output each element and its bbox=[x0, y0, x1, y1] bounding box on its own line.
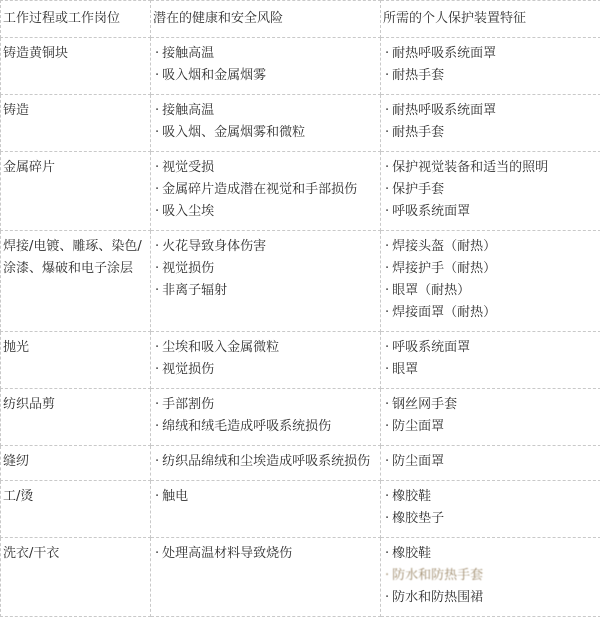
bullet-icon: · bbox=[383, 337, 392, 359]
ppe-item bbox=[383, 122, 596, 144]
ppe-item bbox=[383, 157, 596, 179]
risk-item bbox=[153, 280, 376, 302]
bullet-icon: · bbox=[383, 508, 392, 530]
ppe-item-label: 焊接头盔（耐热） bbox=[392, 239, 496, 254]
risks-cell bbox=[151, 332, 381, 389]
process-cell: 抛光 bbox=[1, 332, 151, 389]
ppe-cell bbox=[381, 95, 600, 152]
ppe-item-label: 焊接护手（耐热） bbox=[392, 261, 496, 276]
ppe-item bbox=[383, 508, 596, 530]
ppe-item-label: 防水和防热手套 bbox=[392, 568, 483, 583]
risk-item-label: 吸入烟、金属烟雾和微粒 bbox=[162, 125, 305, 140]
bullet-icon: · bbox=[153, 100, 162, 122]
bullet-icon: · bbox=[383, 122, 392, 144]
risk-item bbox=[153, 486, 376, 508]
ppe-item-label: 耐热呼吸系统面罩 bbox=[392, 103, 496, 118]
ppe-cell bbox=[381, 332, 600, 389]
ppe-item bbox=[383, 359, 596, 381]
ppe-item bbox=[383, 65, 596, 87]
process-cell: 纺织品剪 bbox=[1, 389, 151, 446]
bullet-icon: · bbox=[383, 179, 392, 201]
risk-item bbox=[153, 394, 376, 416]
bullet-icon: · bbox=[383, 65, 392, 87]
risk-item bbox=[153, 451, 376, 473]
bullet-icon: · bbox=[153, 486, 162, 508]
ppe-item-label: 耐热手套 bbox=[392, 68, 444, 83]
table-body bbox=[1, 38, 600, 617]
header-row bbox=[1, 1, 600, 38]
risk-item bbox=[153, 100, 376, 122]
ppe-item-label: 焊接面罩（耐热） bbox=[392, 305, 496, 320]
process-cell: 洗衣/干衣 bbox=[1, 538, 151, 617]
ppe-item bbox=[383, 543, 596, 565]
bullet-icon: · bbox=[383, 302, 392, 324]
risks-cell bbox=[151, 481, 381, 538]
risk-item bbox=[153, 337, 376, 359]
ppe-item-label: 防尘面罩 bbox=[392, 454, 444, 469]
risks-cell bbox=[151, 152, 381, 231]
ppe-item-label: 橡胶垫子 bbox=[392, 511, 444, 526]
ppe-item bbox=[383, 565, 596, 587]
bullet-icon: · bbox=[383, 359, 392, 381]
ppe-item bbox=[383, 451, 596, 473]
bullet-icon: · bbox=[383, 157, 392, 179]
ppe-item-label: 保护视觉装备和适当的照明 bbox=[392, 160, 548, 175]
table-row bbox=[1, 38, 600, 95]
risk-item-label: 手部割伤 bbox=[162, 397, 214, 412]
risk-item-label: 纺织品绵绒和尘埃造成呼吸系统损伤 bbox=[162, 454, 370, 469]
column-header-process: 工作过程或工作岗位 bbox=[1, 1, 151, 38]
process-cell: 铸造黄铜块 bbox=[1, 38, 151, 95]
risks-cell bbox=[151, 231, 381, 332]
risk-item bbox=[153, 157, 376, 179]
table-header bbox=[1, 1, 600, 38]
risk-item bbox=[153, 258, 376, 280]
bullet-icon: · bbox=[383, 394, 392, 416]
process-cell: 焊接/电镀、雕琢、染色/涂漆、爆破和电子涂层 bbox=[1, 231, 151, 332]
ppe-item bbox=[383, 302, 596, 324]
table-row bbox=[1, 152, 600, 231]
table-row bbox=[1, 446, 600, 481]
bullet-icon: · bbox=[153, 122, 162, 144]
process-cell: 缝纫 bbox=[1, 446, 151, 481]
ppe-item-label: 眼罩（耐热） bbox=[392, 283, 470, 298]
risk-item-label: 接触高温 bbox=[162, 46, 214, 61]
risk-item bbox=[153, 236, 376, 258]
ppe-item-label: 保护手套 bbox=[392, 182, 444, 197]
bullet-icon: · bbox=[153, 157, 162, 179]
bullet-icon: · bbox=[383, 543, 392, 565]
risk-item-label: 火花导致身体伤害 bbox=[162, 239, 266, 254]
ppe-item-label: 橡胶鞋 bbox=[392, 546, 431, 561]
ppe-item-label: 眼罩 bbox=[392, 362, 418, 377]
ppe-item-label: 橡胶鞋 bbox=[392, 489, 431, 504]
ppe-cell bbox=[381, 152, 600, 231]
ppe-item bbox=[383, 587, 596, 609]
risk-item-label: 视觉损伤 bbox=[162, 362, 214, 377]
process-cell: 金属碎片 bbox=[1, 152, 151, 231]
ppe-item bbox=[383, 337, 596, 359]
bullet-icon: · bbox=[153, 543, 162, 565]
bullet-icon: · bbox=[383, 587, 392, 609]
table-row bbox=[1, 538, 600, 617]
table-row bbox=[1, 481, 600, 538]
risk-item bbox=[153, 179, 376, 201]
table-row bbox=[1, 389, 600, 446]
risk-item bbox=[153, 416, 376, 438]
bullet-icon: · bbox=[383, 100, 392, 122]
bullet-icon: · bbox=[153, 280, 162, 302]
bullet-icon: · bbox=[383, 201, 392, 223]
risk-item-label: 吸入尘埃 bbox=[162, 204, 214, 219]
risks-cell bbox=[151, 38, 381, 95]
ppe-item bbox=[383, 258, 596, 280]
bullet-icon: · bbox=[153, 201, 162, 223]
ppe-item-label: 呼吸系统面罩 bbox=[392, 340, 470, 355]
risks-cell bbox=[151, 389, 381, 446]
risk-item bbox=[153, 359, 376, 381]
column-header-risks: 潜在的健康和安全风险 bbox=[151, 1, 381, 38]
risk-item-label: 视觉损伤 bbox=[162, 261, 214, 276]
bullet-icon: · bbox=[153, 43, 162, 65]
bullet-icon: · bbox=[383, 280, 392, 302]
ppe-item bbox=[383, 280, 596, 302]
ppe-item bbox=[383, 43, 596, 65]
risk-item bbox=[153, 122, 376, 144]
bullet-icon: · bbox=[153, 359, 162, 381]
process-cell: 工/烫 bbox=[1, 481, 151, 538]
table-row bbox=[1, 332, 600, 389]
risk-item bbox=[153, 543, 376, 565]
bullet-icon: · bbox=[383, 236, 392, 258]
ppe-item-label: 钢丝网手套 bbox=[392, 397, 457, 412]
risk-item-label: 尘埃和吸入金属微粒 bbox=[162, 340, 279, 355]
ppe-cell bbox=[381, 231, 600, 332]
risk-item-label: 吸入烟和金属烟雾 bbox=[162, 68, 266, 83]
ppe-item-label: 耐热呼吸系统面罩 bbox=[392, 46, 496, 61]
bullet-icon: · bbox=[153, 416, 162, 438]
ppe-item-label: 耐热手套 bbox=[392, 125, 444, 140]
bullet-icon: · bbox=[153, 65, 162, 87]
ppe-item bbox=[383, 179, 596, 201]
risk-item-label: 触电 bbox=[162, 489, 188, 504]
bullet-icon: · bbox=[153, 258, 162, 280]
ppe-item-label: 防水和防热围裙 bbox=[392, 590, 483, 605]
ppe-cell bbox=[381, 538, 600, 617]
ppe-item bbox=[383, 236, 596, 258]
ppe-item bbox=[383, 100, 596, 122]
bullet-icon: · bbox=[153, 451, 162, 473]
bullet-icon: · bbox=[153, 236, 162, 258]
risks-cell bbox=[151, 95, 381, 152]
bullet-icon: · bbox=[383, 565, 392, 587]
ppe-cell bbox=[381, 38, 600, 95]
process-cell: 铸造 bbox=[1, 95, 151, 152]
ppe-item bbox=[383, 394, 596, 416]
ppe-item bbox=[383, 486, 596, 508]
risk-item-label: 金属碎片造成潜在视觉和手部损伤 bbox=[162, 182, 357, 197]
ppe-cell bbox=[381, 481, 600, 538]
bullet-icon: · bbox=[383, 416, 392, 438]
ppe-item bbox=[383, 416, 596, 438]
bullet-icon: · bbox=[383, 258, 392, 280]
risks-cell bbox=[151, 538, 381, 617]
risks-cell bbox=[151, 446, 381, 481]
ppe-cell bbox=[381, 389, 600, 446]
risk-item bbox=[153, 65, 376, 87]
table-row bbox=[1, 231, 600, 332]
risk-item-label: 视觉受损 bbox=[162, 160, 214, 175]
ppe-item-label: 防尘面罩 bbox=[392, 419, 444, 434]
ppe-item bbox=[383, 201, 596, 223]
risk-item bbox=[153, 43, 376, 65]
bullet-icon: · bbox=[153, 179, 162, 201]
ppe-item-label: 呼吸系统面罩 bbox=[392, 204, 470, 219]
risk-item-label: 非离子辐射 bbox=[162, 283, 227, 298]
bullet-icon: · bbox=[153, 394, 162, 416]
risk-item bbox=[153, 201, 376, 223]
risk-item-label: 绵绒和绒毛造成呼吸系统损伤 bbox=[162, 419, 331, 434]
ppe-cell bbox=[381, 446, 600, 481]
risk-item-label: 处理高温材料导致烧伤 bbox=[162, 546, 292, 561]
bullet-icon: · bbox=[383, 486, 392, 508]
column-header-ppe: 所需的个人保护装置特征 bbox=[381, 1, 600, 38]
bullet-icon: · bbox=[383, 43, 392, 65]
table-row bbox=[1, 95, 600, 152]
risk-item-label: 接触高温 bbox=[162, 103, 214, 118]
bullet-icon: · bbox=[383, 451, 392, 473]
bullet-icon: · bbox=[153, 337, 162, 359]
